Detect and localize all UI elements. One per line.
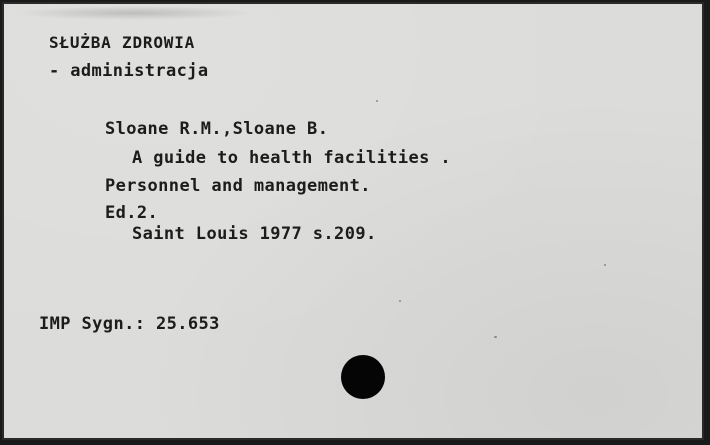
speck [494, 336, 497, 338]
imprint-line: Saint Louis 1977 s.209. [132, 224, 377, 244]
catalog-card [2, 2, 704, 440]
call-number: IMP Sygn.: 25.653 [39, 314, 220, 334]
title-line: A guide to health facilities . [132, 148, 452, 168]
speck [399, 300, 401, 302]
speck [604, 264, 606, 266]
punch-hole [341, 355, 385, 399]
authors-line: Sloane R.M.,Sloane B. [105, 119, 329, 139]
speck [376, 100, 378, 102]
subject-heading: SŁUŻBA ZDROWIA [49, 33, 196, 52]
edition-line: Ed.2. [105, 203, 159, 223]
subtitle-line: Personnel and management. [105, 176, 371, 196]
subject-subheading: - administracja [49, 61, 209, 81]
top-smudge [14, 6, 254, 20]
